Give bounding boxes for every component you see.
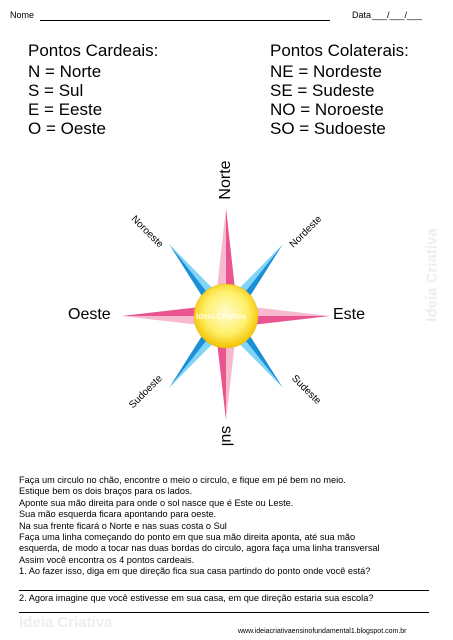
southwest-label: Sudoeste [127,373,165,411]
answer-line-2 [19,612,429,613]
date-blanks: ___/___/___ [372,10,423,20]
instruction-line: Faça um circulo no chão, encontre o meio o circulo, e fique em pé bem no meio. [19,475,346,485]
north-label: Norte [217,160,234,200]
colaterais-item: NO = Noroeste [270,100,384,119]
colaterais-item: SE = Sudeste [270,81,375,100]
east-label: Este [333,306,366,323]
southeast-label: Sudeste [289,373,323,407]
date-label: Data [352,10,372,20]
instruction-line: Na sua frente ficará o Norte e nas suas costa o Sul [19,520,227,531]
colaterais-item: NE = Nordeste [270,62,382,81]
cardeais-item: S = Sul [28,81,84,100]
cardeais-item: N = Norte [28,62,102,81]
question-2-text: 2. Agora imagine que você estivesse em sua casa, em que direção estaria sua escola? [19,593,374,603]
name-label: Nome [10,10,35,20]
instruction-line: 1. Ao fazer isso, diga em que direção fica sua casa partindo do ponto onde você está? [19,566,371,577]
footer-watermark: Ideia Criativa [19,614,113,631]
instruction-line: Estique bem os dois braços para os lados. [19,486,193,497]
northwest-label: Noroeste [128,213,166,251]
instruction-line: Sua mão esquerda ficara apontando para oeste. [19,509,217,520]
cardeais-item: E = Eeste [28,100,103,119]
question-2 [19,593,373,604]
instruction-line: esquerda, de modo a tocar nas duas bordas do circulo, agora faça uma linha transversal [19,543,380,554]
colaterais-title: Pontos Colaterais: [270,41,409,60]
northeast-label: Nordeste [287,213,325,251]
footer-url[interactable]: www.ideiacriativaensinofundamental1.blogspot.com.br [238,628,407,635]
instruction-line: Faça uma linha começando do ponto em que sua mão direita aponta, até sua mão [19,532,356,543]
colaterais-item: SO = Sudoeste [270,119,386,138]
instruction-line: Assim você encontra os 4 pontos cardeais. [19,554,195,565]
west-label: Oeste [68,306,111,323]
sun-watermark: Ideia Criativa [196,312,246,321]
answer-line-1 [19,590,429,591]
cardeais-title: Pontos Cardeais: [28,41,159,60]
cardeais-item: O = Oeste [28,119,106,138]
instruction-line: Aponte sua mão direita para onde o sol nasce que é Este ou Leste. [19,497,294,508]
instructions [19,475,380,578]
side-watermark: Ideia Criativa [423,228,441,322]
south-label: sul [218,425,235,447]
